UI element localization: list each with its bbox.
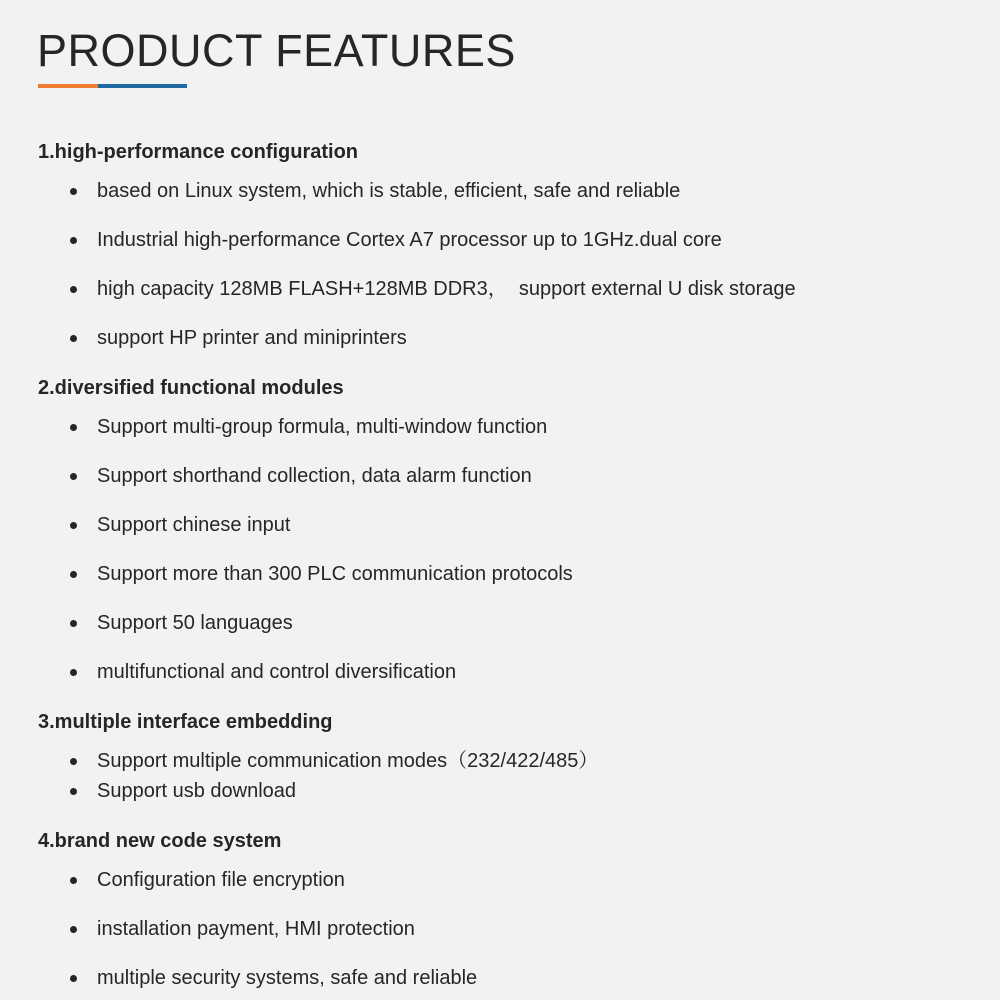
feature-text: Support shorthand collection, data alarm function [97, 465, 532, 487]
bullet-icon [70, 788, 77, 795]
bullet-icon [70, 571, 77, 578]
feature-list-item [70, 778, 296, 804]
bullet-icon [70, 522, 77, 529]
feature-text: support HP printer and miniprinters [97, 327, 407, 349]
section-heading: 1.high-performance configuration [38, 141, 359, 163]
bullet-icon [70, 669, 77, 676]
section-heading: 4.brand new code system [38, 830, 282, 852]
page-title: PRODUCT FEATURES [37, 25, 516, 76]
feature-list-item [70, 178, 680, 204]
bullet-icon [70, 473, 77, 480]
bullet-icon [70, 926, 77, 933]
feature-text: multiple security systems, safe and reliable [97, 967, 478, 989]
feature-text: installation payment, HMI protection [97, 918, 415, 940]
feature-text: Configuration file encryption [97, 869, 345, 891]
title-underline-blue [98, 84, 187, 88]
feature-list-item [70, 325, 407, 351]
feature-text: Support usb download [97, 780, 297, 802]
feature-text: multifunctional and control diversification [97, 661, 457, 683]
feature-text: based on Linux system, which is stable, efficient, safe and reliable [97, 180, 681, 202]
bullet-icon [70, 237, 77, 244]
feature-text: Support more than 300 PLC communication protocols [97, 563, 573, 585]
feature-text: high capacity 128MB FLASH+128MB DDR3， support external U disk storage [97, 278, 796, 300]
feature-list-item [70, 414, 547, 440]
bullet-icon [70, 335, 77, 342]
feature-text: Support chinese input [97, 514, 291, 536]
feature-list-item [70, 512, 290, 538]
title-underline [38, 84, 187, 88]
bullet-icon [70, 424, 77, 431]
feature-text: Support multi-group formula, multi-window function [97, 416, 548, 438]
bullet-icon [70, 758, 77, 765]
feature-list-item [70, 916, 415, 942]
feature-list-item [70, 867, 345, 893]
feature-list-item [70, 463, 532, 489]
bullet-icon [70, 286, 77, 293]
bullet-icon [70, 877, 77, 884]
bullet-icon [70, 620, 77, 627]
feature-text: Industrial high-performance Cortex A7 processor up to 1GHz.dual core [97, 229, 722, 251]
title-underline-orange [38, 84, 98, 88]
bullet-icon [70, 975, 77, 982]
section-heading: 3.multiple interface embedding [38, 711, 333, 733]
feature-list-item [70, 276, 796, 302]
feature-list-item [70, 561, 573, 587]
feature-text: Support multiple communication modes（232/422/485） [97, 750, 599, 772]
feature-list-item [70, 227, 722, 253]
feature-list-item [70, 748, 598, 774]
feature-list-item [70, 965, 477, 991]
feature-list-item [70, 610, 293, 636]
section-heading: 2.diversified functional modules [38, 377, 344, 399]
feature-text: Support 50 languages [97, 612, 293, 634]
bullet-icon [70, 188, 77, 195]
feature-list-item [70, 659, 456, 685]
